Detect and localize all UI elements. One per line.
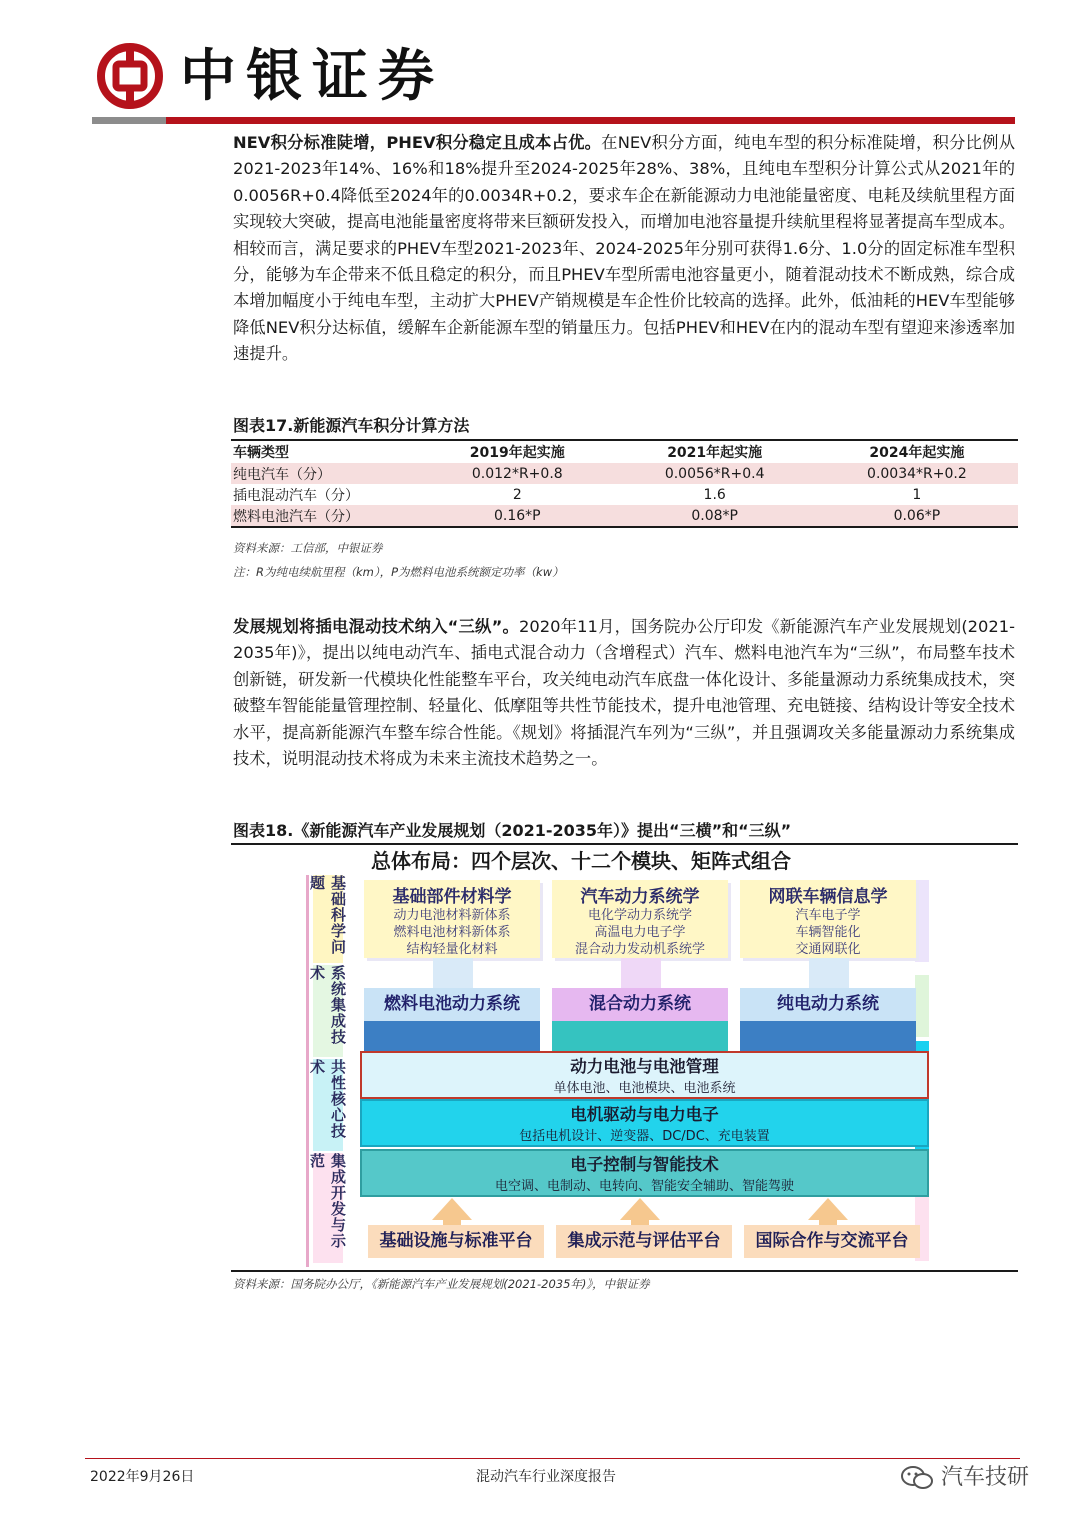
figure-18-title: 图表18.《新能源汽车产业发展规划（2021-2035年）》提出“三横”和“三纵” [233, 821, 792, 840]
table-header: 车辆类型 [231, 440, 421, 463]
core-layer-head: 电子控制与智能技术 [570, 1155, 719, 1174]
table-row [231, 484, 1018, 505]
table-cell: 纯电汽车（分） [231, 463, 421, 484]
platform-box: 国际合作与交流平台 [744, 1225, 920, 1258]
system-box: 混合动力系统 [552, 988, 728, 1021]
up-arrow-icon [432, 1198, 472, 1220]
paragraph-plan [233, 614, 1015, 772]
figure-17-source: 资料来源：工信部，中银证券 [233, 541, 383, 555]
diagram-title: 总体布局：四个层次、十二个模块、矩阵式组合 [371, 849, 791, 873]
system-bar [364, 1021, 540, 1051]
table-row [231, 463, 1018, 484]
connector [621, 958, 661, 988]
science-box-line: 电化学动力系统学 [587, 908, 692, 923]
science-box-head: 基础部件材料学 [392, 887, 512, 907]
paragraph-lead: NEV积分标准陡增，PHEV积分稳定且成本占优。 [233, 133, 602, 152]
science-box-line: 高温电力电子学 [594, 925, 686, 940]
science-box [740, 880, 916, 958]
platform-box: 基础设施与标准平台 [368, 1225, 544, 1258]
table-cell: 燃料电池汽车（分） [231, 505, 421, 527]
science-box [552, 880, 728, 958]
table-header: 2019年起实施 [421, 440, 614, 463]
side-label: 集成开发与示范 [313, 1153, 343, 1263]
plan-diagram [231, 845, 1018, 1270]
paragraph-lead: 发展规划将插电混动技术纳入“三纵”。 [233, 617, 520, 636]
right-band [915, 975, 929, 1037]
platform-box: 集成示范与评估平台 [556, 1225, 732, 1258]
up-arrow-icon [808, 1198, 848, 1220]
science-box-line: 交通网联化 [795, 942, 861, 957]
table-cell: 0.16*P [421, 505, 614, 527]
side-label: 共性核心技术 [313, 1059, 343, 1151]
core-layer-sub: 电空调、电制动、电转向、智能安全辅助、智能驾驶 [494, 1179, 794, 1194]
table-cell: 0.06*P [816, 505, 1018, 527]
science-box-line: 燃料电池材料新体系 [393, 925, 511, 940]
table-header: 2024年起实施 [816, 440, 1018, 463]
right-band [915, 880, 929, 962]
figure-17-title: 图表17.新能源汽车积分计算方法 [233, 416, 470, 435]
system-box: 燃料电池动力系统 [364, 988, 540, 1021]
science-box-line: 结构轻量化材料 [406, 942, 498, 957]
table-cell: 0.0056*R+0.4 [614, 463, 816, 484]
figure-18-source: 资料来源：国务院办公厅，《新能源汽车产业发展规划(2021-2035年)》，中银证券 [233, 1277, 650, 1291]
core-layer [360, 1149, 929, 1197]
connector [809, 958, 849, 988]
table-row [231, 505, 1018, 527]
table-header-row [231, 440, 1018, 463]
wechat-icon [900, 1465, 934, 1491]
figure-18-bottom-rule [231, 1270, 1018, 1272]
system-box: 纯电动力系统 [740, 988, 916, 1021]
system-bar [740, 1021, 916, 1051]
science-box-head: 汽车动力系统学 [580, 887, 700, 907]
credit-table [231, 439, 1018, 528]
core-layer [360, 1051, 929, 1099]
footer-date: 2022年9月26日 [90, 1469, 195, 1485]
system-bar [552, 1021, 728, 1051]
science-box [364, 880, 540, 958]
watermark [900, 1460, 1029, 1491]
table-cell: 0.012*R+0.8 [421, 463, 614, 484]
header-rule [92, 117, 1015, 124]
core-layer [360, 1099, 929, 1147]
paragraph-nev-credits [233, 130, 1015, 368]
science-box-line: 汽车电子学 [795, 908, 861, 923]
table-cell: 0.0034*R+0.2 [816, 463, 1018, 484]
table-cell: 0.08*P [614, 505, 816, 527]
side-label: 基础科学问题 [313, 875, 343, 963]
brand-name: 中银证券 [180, 43, 444, 109]
side-label: 系统集成技术 [313, 965, 343, 1057]
core-layer-sub: 单体电池、电池模块、电池系统 [553, 1081, 736, 1096]
table-cell: 2 [512, 486, 522, 503]
core-layer-head: 动力电池与电池管理 [570, 1057, 719, 1076]
footer-rule [85, 1458, 1020, 1459]
table-cell: 插电混动汽车（分） [233, 487, 359, 504]
science-box-line: 混合动力发动机系统学 [574, 942, 705, 957]
table-cell: 1.6 [703, 486, 726, 503]
science-box-head: 网联车辆信息学 [768, 887, 888, 907]
table-cell: 1 [912, 486, 922, 503]
science-box-line: 动力电池材料新体系 [393, 908, 511, 923]
bank-logo-icon [97, 43, 163, 109]
figure-17-note: 注：R为纯电续航里程（km），P为燃料电池系统额定功率（kw） [233, 565, 564, 579]
paragraph-body: 2020年11月，国务院办公厅印发《新能源汽车产业发展规划(2021-2035年)》，提出以纯电动汽车、插电式混合动力（含增程式）汽车、燃料电池汽车为“三纵”，布局整车技术创新链，研发新一代模块化性能整车平台，攻关纯电动汽车底盘一体化设计、多能量源动力系统集成技术，突破整车智能能量管理控制、轻量化、低摩阻等共性节能技术，提升电池管理、充电链接、结构设计等安全技术水平，提高新能源汽车整车综合性能。《规划》将插混汽车列为“三纵”，并且强调攻关多能量源动力系统集成技术，说明混动技术将成为未来主流技术趋势之一。 [233, 617, 1015, 769]
core-layer-sub: 包括电机设计、逆变器、DC/DC、充电装置 [519, 1129, 770, 1144]
watermark-text: 汽车技研 [941, 1465, 1030, 1490]
table-header: 2021年起实施 [614, 440, 816, 463]
core-layer-head: 电机驱动与电力电子 [570, 1105, 719, 1124]
paragraph-body: 在NEV积分方面，纯电车型的积分标准陡增，积分比例从2021-2023年14%、16%和18%提升至2024-2025年28%、38%，且纯电车型积分计算公式从2021年的0.0056R+0.4降低至2024年的0.0034R+0.2，要求车企在新能源动力电池能量密度、电耗及续航里程方面实现较大突破，提高电池能量密度将带来巨额研发投入，而增加电池容量提升续航里程将显著提高车型成本。相较而言，满足要求的PHEV车型2021-2023年、2024-2025年分别可获得1.6分、1.0分的固定标准车型积分，能够为车企带来不低且稳定的积分，而且PHEV车型所需电池容量更小，随着混动技术不断成熟，综合成本增加幅度小于纯电车型，主动扩大PHEV产销规模是车企性价比较高的选择。此外，低油耗的HEV车型能够降低NEV积分达标值，缓解车企新能源车型的销量压力。包括PHEV和HEV在内的混动车型有望迎来渗透率加速提升。 [233, 133, 1015, 364]
up-arrow-icon [620, 1198, 660, 1220]
footer-report-title: 混动汽车行业深度报告 [476, 1469, 616, 1485]
science-box-line: 车辆智能化 [795, 925, 861, 940]
connector [433, 958, 473, 988]
